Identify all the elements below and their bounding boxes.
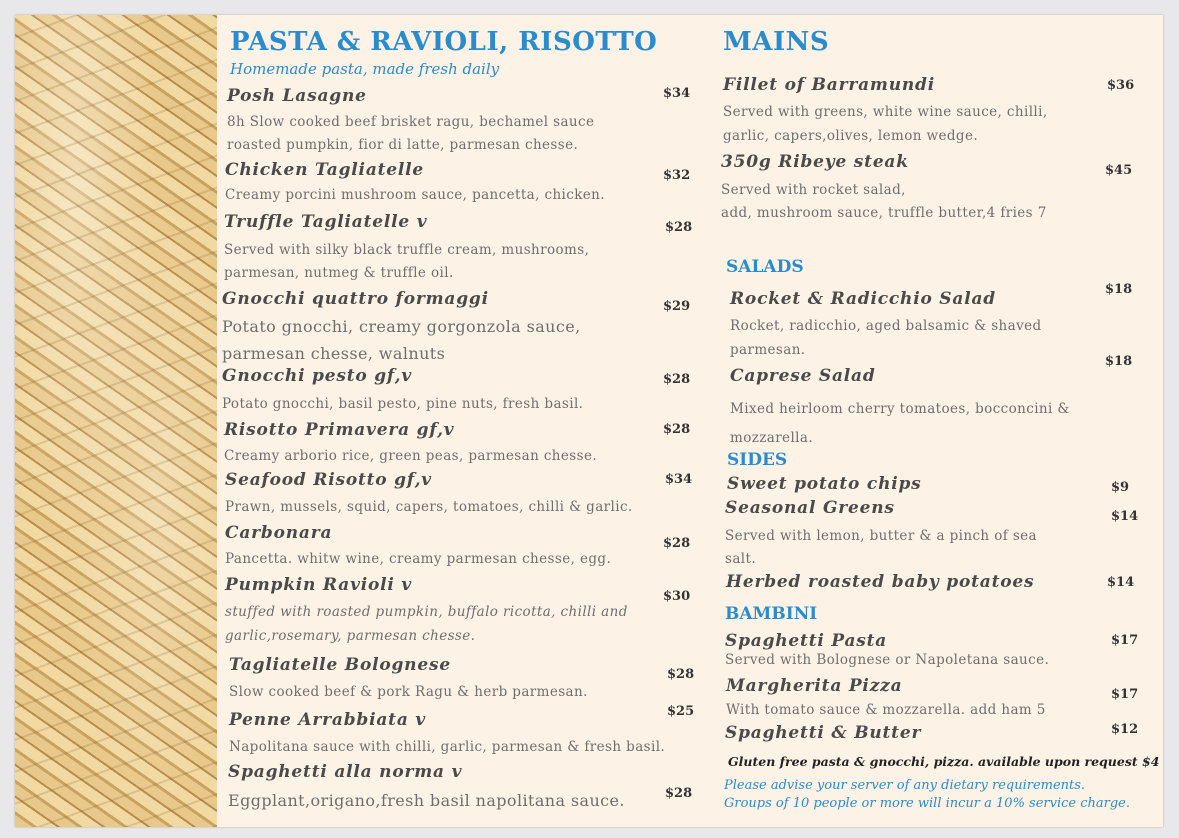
menu-item-name: Seafood Risotto gf,v <box>225 470 432 490</box>
menu-item-price: $18 <box>1105 282 1133 297</box>
menu-item-price: $28 <box>663 422 691 437</box>
menu-item-name: Penne Arrabbiata v <box>229 710 427 730</box>
menu-item-description: roasted pumpkin, fior di latte, parmesan chesse. <box>227 137 579 153</box>
menu-item-description: Served with rocket salad, <box>721 182 906 198</box>
menu-item-name: Pumpkin Ravioli v <box>225 575 413 595</box>
menu-item-name: Truffle Tagliatelle v <box>224 212 428 232</box>
menu-item-description: Creamy porcini mushroom sauce, pancetta, chicken. <box>225 187 605 203</box>
dietary-info: Please advise your server of any dietary requirements. <box>724 778 1086 793</box>
menu-item-name: Herbed roasted baby potatoes <box>726 572 1035 592</box>
menu-item-description: parmesan chesse, walnuts <box>222 344 446 363</box>
menu-item-name: Fillet of Barramundi <box>723 75 935 95</box>
menu-item-description: Served with lemon, butter & a pinch of sea <box>725 528 1037 544</box>
menu-item-description: Served with Bolognese or Napoletana sauce. <box>725 652 1050 668</box>
menu-item-price: $28 <box>663 372 691 387</box>
menu-item-name: 350g Ribeye steak <box>721 152 909 172</box>
menu-item-price: $25 <box>667 704 695 719</box>
menu-item-description: Rocket, radicchio, aged balsamic & shaved <box>730 318 1042 334</box>
menu-item-price: $30 <box>663 589 691 604</box>
menu-item-price: $9 <box>1111 480 1130 495</box>
menu-item-price: $28 <box>663 536 691 551</box>
menu-item-price: $14 <box>1111 509 1139 524</box>
menu-item-description: mozzarella. <box>730 430 814 446</box>
menu-item-name: Gnocchi quattro formaggi <box>222 289 489 309</box>
menu-item-name: Gnocchi pesto gf,v <box>222 366 413 386</box>
menu-item-description: parmesan, nutmeg & truffle oil. <box>224 265 454 281</box>
menu-item-description: Creamy arborio rice, green peas, parmesan chesse. <box>224 448 598 464</box>
menu-item-name: Margherita Pizza <box>726 676 903 696</box>
sides-section-title: SIDES <box>727 450 788 470</box>
menu-item-name: Tagliatelle Bolognese <box>229 655 451 675</box>
menu-item-price: $29 <box>663 299 691 314</box>
menu-item-price: $12 <box>1111 722 1139 737</box>
menu-item-description: Eggplant,origano,fresh basil napolitana sauce. <box>228 791 625 810</box>
menu-sheet <box>15 15 1163 827</box>
menu-item-description: Prawn, mussels, squid, capers, tomatoes, chilli & garlic. <box>225 499 633 515</box>
menu-item-name: Caprese Salad <box>730 366 876 386</box>
menu-item-name: Seasonal Greens <box>725 498 895 518</box>
bambini-section-title: BAMBINI <box>725 604 818 624</box>
menu-item-price: $36 <box>1107 78 1135 93</box>
menu-item-price: $14 <box>1107 575 1135 590</box>
menu-item-name: Carbonara <box>225 523 333 543</box>
menu-item-description: Napolitana sauce with chilli, garlic, parmesan & fresh basil. <box>229 739 666 755</box>
menu-item-price: $34 <box>663 86 691 101</box>
menu-item-name: Rocket & Radicchio Salad <box>730 289 996 309</box>
pasta-photo <box>15 15 217 827</box>
menu-item-description: Potato gnocchi, basil pesto, pine nuts, fresh basil. <box>222 396 584 412</box>
menu-item-description: Potato gnocchi, creamy gorgonzola sauce, <box>222 317 581 336</box>
menu-item-name: Sweet potato chips <box>727 474 922 494</box>
menu-item-name: Risotto Primavera gf,v <box>224 420 455 440</box>
menu-item-description: Served with greens, white wine sauce, chilli, <box>723 104 1048 120</box>
menu-item-name: Posh Lasagne <box>227 86 367 106</box>
menu-item-name: Chicken Tagliatelle <box>225 160 425 180</box>
menu-item-price: $17 <box>1111 633 1139 648</box>
menu-item-price: $28 <box>667 667 695 682</box>
menu-item-description: stuffed with roasted pumpkin, buffalo ricotta, chilli and <box>225 604 628 620</box>
menu-item-description: Pancetta. whitw wine, creamy parmesan chesse, egg. <box>225 551 612 567</box>
menu-item-description: add, mushroom sauce, truffle butter,4 fries 7 <box>721 205 1047 221</box>
menu-item-description: 8h Slow cooked beef brisket ragu, bechamel sauce <box>227 114 595 130</box>
menu-item-name: Spaghetti Pasta <box>725 631 888 651</box>
menu-item-name: Spaghetti & Butter <box>725 723 922 743</box>
menu-item-description: Served with silky black truffle cream, mushrooms, <box>224 242 590 258</box>
menu-item-description: With tomato sauce & mozzarella. add ham 5 <box>726 702 1046 718</box>
menu-item-price: $17 <box>1111 687 1139 702</box>
menu-item-price: $28 <box>665 786 693 801</box>
menu-item-name: Spaghetti alla norma v <box>228 762 463 782</box>
menu-item-description: parmesan. <box>730 342 806 358</box>
menu-item-price: $34 <box>665 472 693 487</box>
menu-item-price: $32 <box>663 168 691 183</box>
menu-item-price: $28 <box>665 220 693 235</box>
menu-item-description: Slow cooked beef & pork Ragu & herb parmesan. <box>229 684 588 700</box>
menu-item-description: Mixed heirloom cherry tomatoes, bocconcini & <box>730 401 1070 417</box>
gluten-free-note: Gluten free pasta & gnocchi, pizza. available upon request $4 <box>728 754 1160 769</box>
pasta-section-subtitle: Homemade pasta, made fresh daily <box>230 60 500 78</box>
pasta-section-title: PASTA & RAVIOLI, RISOTTO <box>230 27 658 57</box>
salads-section-title: SALADS <box>726 257 804 277</box>
menu-item-price: $18 <box>1105 354 1133 369</box>
mains-section-title: MAINS <box>723 27 830 57</box>
service-charge-info: Groups of 10 people or more will incur a 10% service charge. <box>724 796 1131 811</box>
menu-item-description: salt. <box>725 551 757 567</box>
menu-item-description: garlic, capers,olives, lemon wedge. <box>723 128 979 144</box>
menu-item-description: garlic,rosemary, parmesan chesse. <box>225 628 476 644</box>
menu-item-price: $45 <box>1105 163 1133 178</box>
